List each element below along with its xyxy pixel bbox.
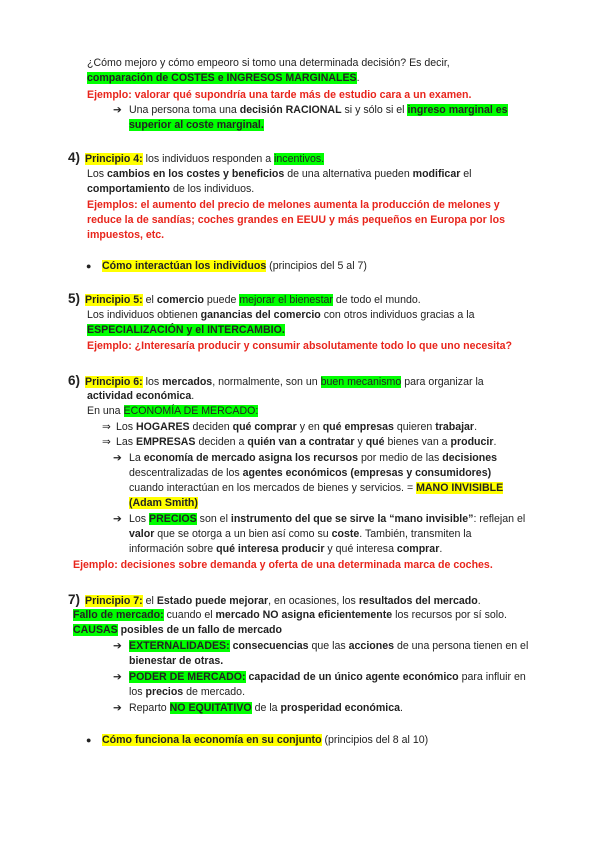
principle-5-line-2: Los individuos obtienen ganancias del comercio con otros individuos gracias a la [87, 309, 475, 321]
arrow-icon: ➔ [113, 104, 122, 116]
arrow-icon: ➔ [113, 702, 122, 714]
principle-6-arrow-1-line-4: (Adam Smith) [129, 497, 198, 509]
principle-6-arrow-1-line-3: cuando interactúan en los mercados de bienes y servicios. = MANO INVISIBLE [129, 482, 504, 494]
intro-line-1: ¿Cómo mejoro y cómo empeoro si tomo una determinada decisión? Es decir, [87, 57, 450, 69]
principle-4-example-3: impuestos, etc. [87, 229, 165, 241]
principle-7-market-power-line-2: los precios de mercado. [129, 686, 246, 698]
principle-7-market-failure: Fallo de mercado: cuando el mercado NO asigna eficientemente los recursos por sí solo. [73, 609, 507, 621]
principle-7-inequity: ➔ Reparto NO EQUITATIVO de la prosperidad económica. [113, 702, 403, 714]
intro-arrow-item: ➔ Una persona toma una decisión RACIONAL si y sólo si el ingreso marginal es [113, 104, 508, 116]
principle-7-externalities: ➔ EXTERNALIDADES: consecuencias que las acciones de una persona tienen en el [113, 640, 529, 652]
principle-7-externalities-line-2: bienestar de otras. [129, 655, 224, 667]
principle-6-arrow-2: ➔ Los PRECIOS son el instrumento del que se sirve la “mano invisible”: reflejan el [113, 513, 526, 525]
principle-6-arrow-1-line-2: descentralizadas de los agentes económicos (empresas y consumidores) [129, 467, 492, 479]
double-arrow-icon: ⇒ [102, 421, 111, 433]
arrow-icon: ➔ [113, 671, 122, 683]
principle-4-line-3: comportamiento de los individuos. [87, 183, 255, 195]
double-arrow-icon: ⇒ [102, 436, 111, 448]
principle-6-arrow-2-line-3: información sobre qué interesa producir y qué interesa comprar. [129, 543, 443, 555]
principle-6-line-2: actividad económica. [87, 390, 195, 402]
intro-example: Ejemplo: valorar qué supondría una tarde más de estudio cara a un examen. [87, 89, 472, 101]
principle-7-market-power: ➔ PODER DE MERCADO: capacidad de un único agente económico para influir en [113, 671, 526, 683]
intro-line-2: comparación de COSTES e INGRESOS MARGINALES. [87, 72, 360, 84]
principle-4-heading: 4) Principio 4: los individuos responden a incentivos. [68, 150, 325, 165]
intro-arrow-item-cont: superior al coste marginal. [129, 119, 264, 131]
arrow-icon: ➔ [113, 640, 122, 652]
principle-4-line-2: Los cambios en los costes y beneficios de una alternativa pueden modificar el [87, 168, 472, 180]
arrow-icon: ➔ [113, 452, 122, 464]
principle-6-heading: 6) Principio 6: los mercados, normalmente, son un buen mecanismo para organizar la [68, 373, 484, 388]
principle-6-line-3: En una ECONOMÍA DE MERCADO: [87, 405, 259, 417]
principle-5-heading: 5) Principio 5: el comercio puede mejorar el bienestar de todo el mundo. [68, 291, 421, 306]
bullet-economy-as-whole: ● Cómo funciona la economía en su conjunto (principios del 8 al 10) [86, 734, 429, 746]
bullet-individuals-interact: ● Cómo interactúan los individuos (principios del 5 al 7) [86, 260, 367, 272]
bullet-icon: ● [86, 261, 92, 271]
principle-6-households: ⇒ Los HOGARES deciden qué comprar y en qué empresas quieren trabajar. [102, 421, 478, 433]
arrow-icon: ➔ [113, 513, 122, 525]
principle-7-heading: 7) Principio 7: el Estado puede mejorar, en ocasiones, los resultados del mercado. [68, 592, 481, 607]
principle-6-arrow-1: ➔ La economía de mercado asigna los recursos por medio de las decisiones [113, 452, 498, 464]
principle-5-line-3: ESPECIALIZACIÓN y el INTERCAMBIO. [87, 324, 285, 336]
bullet-icon: ● [86, 735, 92, 745]
principle-6-example: Ejemplo: decisiones sobre demanda y oferta de una determinada marca de coches. [73, 559, 493, 571]
principle-6-arrow-2-line-2: valor que se otorga a un bien así como su coste. También, transmiten la [129, 528, 472, 540]
principle-4-example-2: reduce la de sandías; coches grandes en EEUU y más pequeños en Europa por los [87, 214, 505, 226]
principle-6-firms: ⇒ Las EMPRESAS deciden a quién van a contratar y qué bienes van a producir. [102, 436, 497, 448]
principle-7-causes: CAUSAS posibles de un fallo de mercado [73, 624, 282, 636]
principle-4-example-1: Ejemplos: el aumento del precio de melones aumenta la producción de melones y [87, 199, 500, 211]
principle-5-example: Ejemplo: ¿Interesaría producir y consumir absolutamente todo lo que uno necesita? [87, 340, 513, 352]
